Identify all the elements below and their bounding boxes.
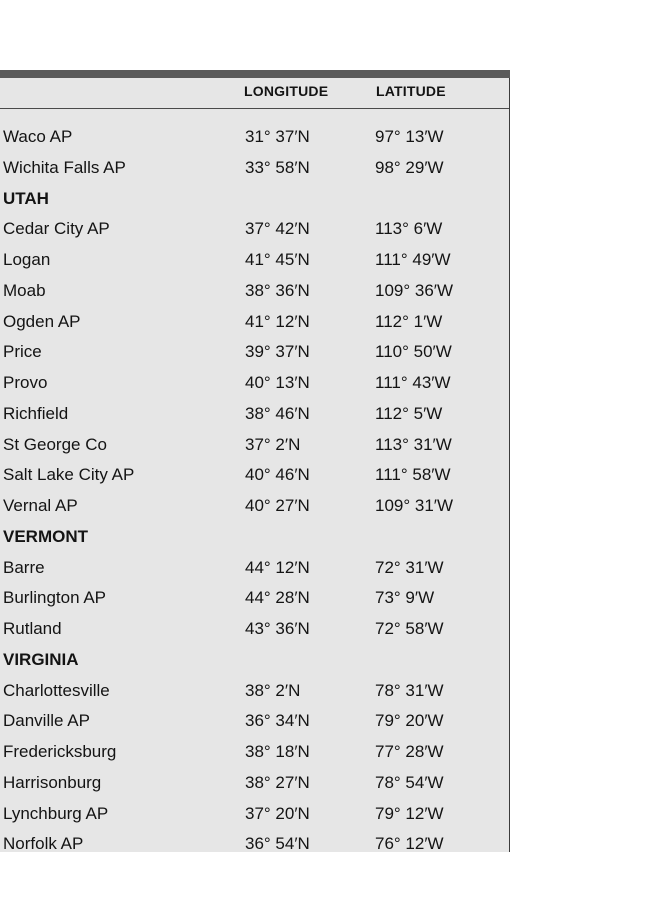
- state-heading-row: [0, 521, 510, 552]
- location-name: Waco AP: [3, 127, 73, 146]
- table-row: [0, 675, 510, 706]
- location-name: Moab: [3, 280, 46, 300]
- longitude-value: 39° 37′N: [245, 342, 310, 362]
- longitude-value: 41° 45′N: [245, 250, 310, 269]
- location-name: Rutland: [3, 619, 62, 638]
- location-name: Danville AP: [3, 711, 90, 731]
- longitude-value: 41° 12′N: [245, 311, 310, 331]
- table-row: [0, 736, 510, 767]
- table-row: [0, 582, 510, 613]
- coordinates-table: [0, 70, 510, 852]
- longitude-value: 40° 46′N: [245, 465, 310, 485]
- table-row: [0, 552, 510, 583]
- table-row: [0, 213, 510, 244]
- location-name: Cedar City AP: [3, 219, 110, 239]
- latitude-value: 111° 58′W: [375, 465, 451, 485]
- location-name: Ogden AP: [3, 311, 81, 331]
- state-name: VIRGINIA: [3, 649, 79, 669]
- latitude-value: 112° 5′W: [375, 403, 443, 423]
- latitude-value: 72° 58′W: [375, 619, 444, 638]
- latitude-value: 113° 6′W: [375, 219, 443, 239]
- state-heading-row: [0, 644, 510, 675]
- latitude-value: 72° 31′W: [375, 557, 444, 577]
- latitude-value: 111° 49′W: [375, 250, 451, 269]
- table-row: [0, 152, 510, 183]
- longitude-value: 37° 42′N: [245, 219, 310, 239]
- location-name: Vernal AP: [3, 496, 78, 515]
- longitude-column-header: LONGITUDE: [244, 83, 329, 99]
- latitude-value: 111° 43′W: [375, 373, 451, 392]
- longitude-value: 44° 12′N: [245, 557, 310, 577]
- state-heading-row: [0, 183, 510, 214]
- state-name: UTAH: [3, 188, 49, 208]
- table-row: [0, 459, 510, 490]
- longitude-value: 36° 54′N: [245, 834, 310, 854]
- table-row: [0, 306, 510, 337]
- table-header-row: [0, 78, 510, 109]
- location-name: Richfield: [3, 403, 69, 423]
- longitude-value: 38° 2′N: [245, 680, 301, 700]
- state-name: VERMONT: [3, 526, 88, 546]
- longitude-value: 36° 34′N: [245, 711, 310, 731]
- longitude-value: 38° 27′N: [245, 772, 310, 792]
- table-row: [0, 613, 510, 644]
- table-row: [0, 275, 510, 306]
- table-body: [0, 121, 510, 859]
- latitude-value: 73° 9′W: [375, 588, 435, 608]
- longitude-value: 37° 2′N: [245, 434, 301, 454]
- location-name: Wichita Falls AP: [3, 157, 126, 177]
- latitude-value: 79° 20′W: [375, 711, 444, 731]
- table-row: [0, 705, 510, 736]
- location-name: Fredericksburg: [3, 742, 117, 761]
- longitude-value: 44° 28′N: [245, 588, 310, 608]
- table-row: [0, 367, 510, 398]
- latitude-value: 110° 50′W: [375, 342, 452, 362]
- location-name: Barre: [3, 557, 45, 577]
- table-row: [0, 336, 510, 367]
- table-row: [0, 429, 510, 460]
- longitude-value: 38° 18′N: [245, 742, 310, 761]
- latitude-value: 79° 12′W: [375, 803, 444, 823]
- table-row: [0, 798, 510, 829]
- latitude-value: 112° 1′W: [375, 311, 443, 331]
- latitude-value: 109° 36′W: [375, 280, 454, 300]
- latitude-value: 113° 31′W: [375, 434, 452, 454]
- latitude-value: 76° 12′W: [375, 834, 444, 854]
- location-name: Lynchburg AP: [3, 803, 109, 823]
- location-name: Harrisonburg: [3, 772, 102, 792]
- longitude-value: 31° 37′N: [245, 127, 310, 146]
- table-row: [0, 490, 510, 521]
- table-row: [0, 398, 510, 429]
- table-row: [0, 121, 510, 152]
- location-name: Norfolk AP: [3, 834, 84, 854]
- longitude-value: 38° 36′N: [245, 280, 310, 300]
- location-name: Provo: [3, 373, 48, 392]
- table-row: [0, 767, 510, 798]
- longitude-value: 40° 27′N: [245, 496, 310, 515]
- location-name: Logan: [3, 250, 51, 269]
- latitude-column-header: LATITUDE: [376, 83, 446, 99]
- location-name: Price: [3, 342, 42, 362]
- longitude-value: 33° 58′N: [245, 157, 310, 177]
- location-name: St George Co: [3, 434, 107, 454]
- longitude-value: 43° 36′N: [245, 619, 310, 638]
- latitude-value: 78° 31′W: [375, 680, 444, 700]
- location-name: Charlottesville: [3, 680, 110, 700]
- location-name: Salt Lake City AP: [3, 465, 135, 485]
- latitude-value: 109° 31′W: [375, 496, 454, 515]
- latitude-value: 77° 28′W: [375, 742, 444, 761]
- latitude-value: 98° 29′W: [375, 157, 444, 177]
- latitude-value: 78° 54′W: [375, 772, 444, 792]
- latitude-value: 97° 13′W: [375, 127, 444, 146]
- table-row: [0, 828, 510, 859]
- table-row: [0, 244, 510, 275]
- longitude-value: 38° 46′N: [245, 403, 310, 423]
- location-name: Burlington AP: [3, 588, 107, 608]
- longitude-value: 37° 20′N: [245, 803, 310, 823]
- longitude-value: 40° 13′N: [245, 373, 310, 392]
